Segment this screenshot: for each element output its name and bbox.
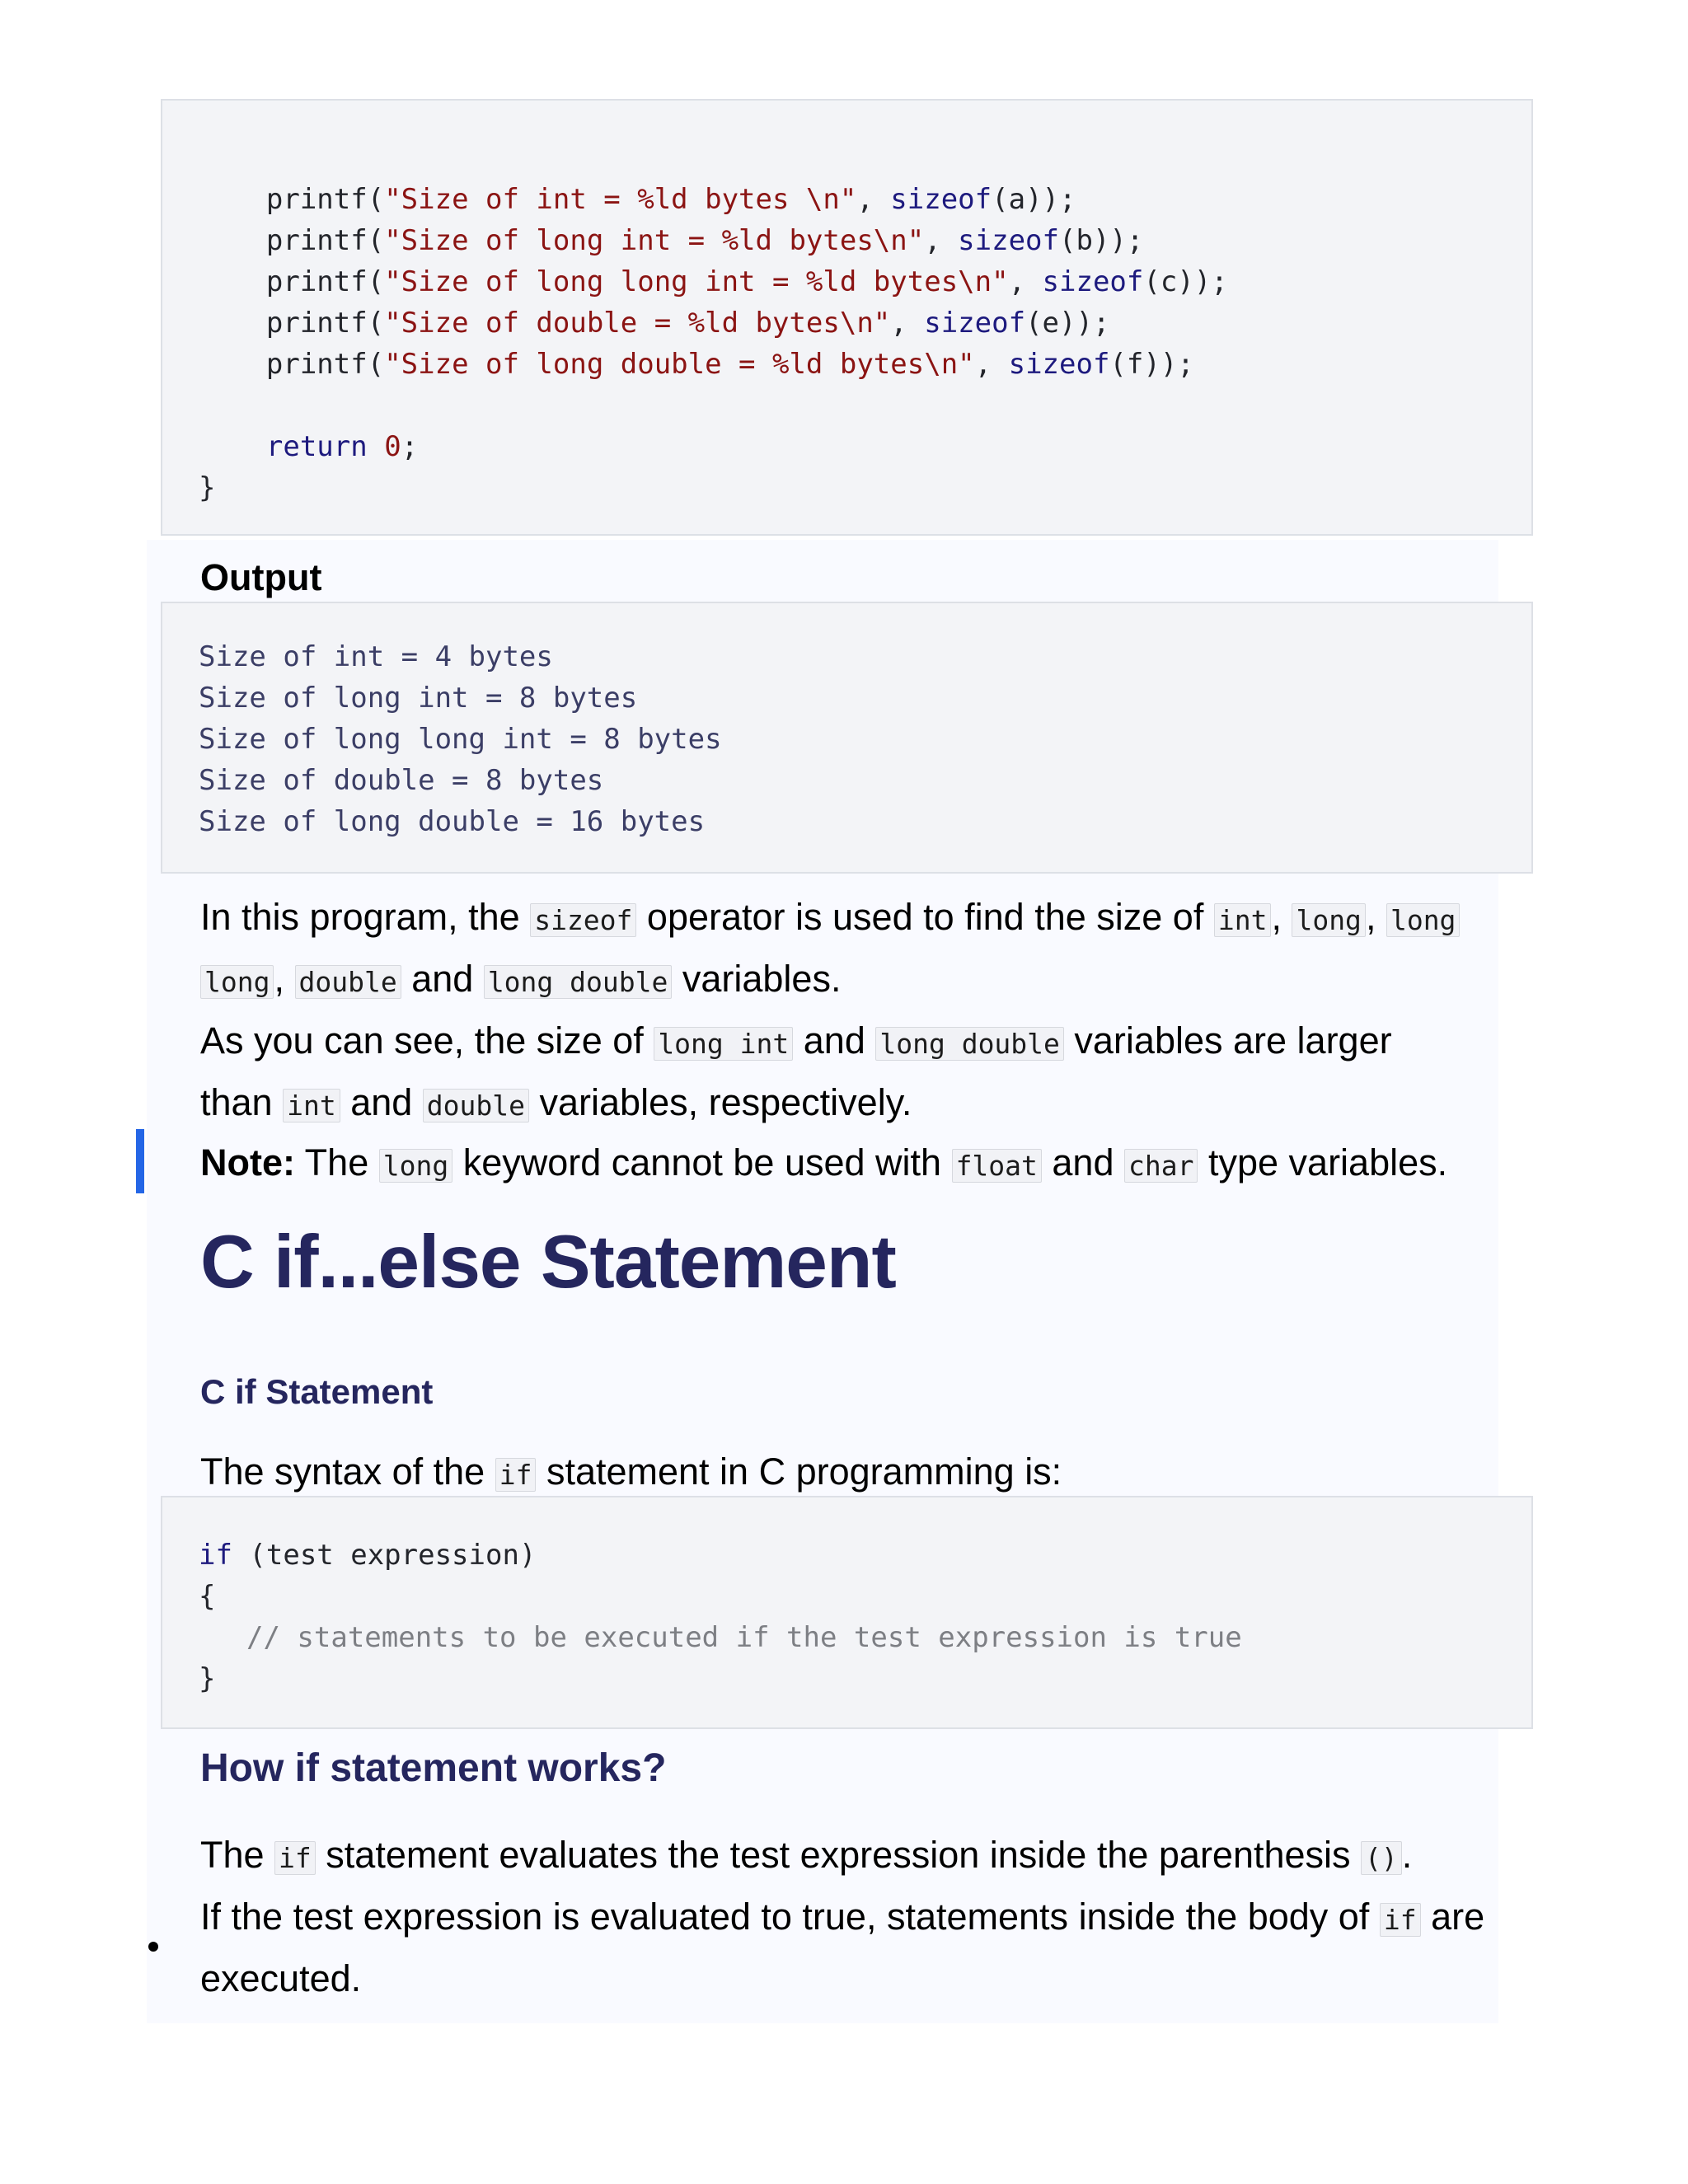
note-paragraph: Note: The long keyword cannot be used with float and char type variables. xyxy=(200,1141,1448,1183)
code-line: printf("Size of long int = %ld bytes\n", sizeof(b)); xyxy=(265,224,1144,257)
syntax-intro: The syntax of the if statement in C programming is: xyxy=(200,1451,1062,1493)
output-line: Size of double = 8 bytes xyxy=(199,764,604,797)
inline-code: float xyxy=(952,1149,1042,1183)
bullet-dot xyxy=(148,1942,158,1952)
subsection-title: C if Statement xyxy=(200,1372,434,1411)
paragraph-sizeof-line1: In this program, the sizeof operator is used to find the size of int , long , long xyxy=(200,886,1460,951)
code-block-sizeof xyxy=(161,99,1533,536)
code-line: return 0; xyxy=(265,430,419,463)
code-line: printf("Size of double = %ld bytes\n", sizeof(e)); xyxy=(265,307,1110,340)
code-line: printf("Size of long double = %ld bytes\n", sizeof(f)); xyxy=(265,348,1194,381)
output-block xyxy=(161,602,1533,874)
inline-code: if xyxy=(1380,1903,1421,1937)
inline-code: int xyxy=(1214,903,1272,937)
paragraph-sizeof-line2: long , double and long double variables. xyxy=(200,948,841,1013)
output-line: Size of long long int = 8 bytes xyxy=(199,723,722,756)
inline-code: if xyxy=(495,1458,537,1492)
code-block-if-syntax: if (test expression) { // statements to be executed if the test expression is true } xyxy=(161,1496,1533,1729)
how-paragraph: The if statement evaluates the test expression inside the parenthesis () . xyxy=(200,1834,1413,1876)
output-line: Size of long double = 16 bytes xyxy=(199,805,706,838)
paragraph-larger-line2: than int and double variables, respectively. xyxy=(200,1081,912,1123)
bullet-item-line2: executed. xyxy=(200,1957,362,1999)
inline-code: sizeof xyxy=(530,903,636,937)
note-label: Note: xyxy=(200,1141,295,1183)
inline-code: if xyxy=(274,1841,316,1875)
bullet-item-line1: If the test expression is evaluated to true, statements inside the body of if are xyxy=(200,1896,1485,1938)
inline-code: char xyxy=(1124,1149,1198,1183)
output-line: Size of int = 4 bytes xyxy=(199,640,553,673)
inline-code: () xyxy=(1361,1841,1402,1875)
inline-code: long double xyxy=(484,965,673,999)
paragraph-larger-line1: As you can see, the size of long int and long double variables are larger xyxy=(200,1019,1392,1062)
inline-code: long xyxy=(200,965,274,999)
section-title: C if...else Statement xyxy=(200,1221,896,1304)
inline-code: double xyxy=(423,1089,529,1122)
inline-code: long xyxy=(1386,903,1460,937)
code-line: printf("Size of int = %ld bytes \n", sizeof(a)); xyxy=(265,183,1076,216)
inline-code: long double xyxy=(875,1027,1064,1061)
inline-code: long xyxy=(379,1149,452,1183)
inline-code: int xyxy=(283,1089,340,1122)
inline-code: long int xyxy=(654,1027,793,1061)
output-heading: Output xyxy=(200,556,322,598)
code-line: printf("Size of long long int = %ld bytes\n", sizeof(c)); xyxy=(265,265,1228,298)
inline-code: long xyxy=(1292,903,1365,937)
code-line: } xyxy=(199,471,216,504)
output-line: Size of long int = 8 bytes xyxy=(199,682,638,715)
inline-code: double xyxy=(295,965,401,999)
how-heading: How if statement works? xyxy=(200,1746,667,1790)
note-accent-bar xyxy=(136,1129,144,1193)
